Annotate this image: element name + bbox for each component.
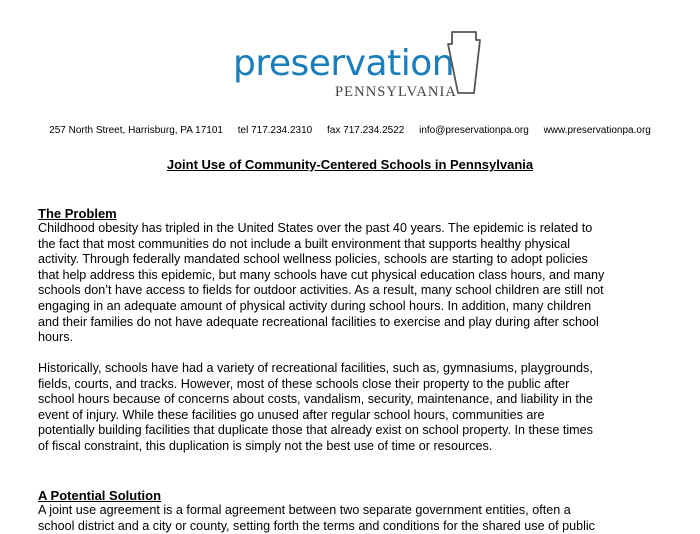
contact-web: www.preservationpa.org (543, 125, 651, 136)
section-heading-problem: The Problem (38, 206, 117, 221)
text-line: event of injury. While these facilities go unused after regular school hours, communities are (38, 407, 545, 422)
text-line: hours. (38, 330, 74, 345)
text-line: school hours because of concerns about costs, vandalism, security, maintenance, and liability in the (38, 392, 593, 407)
text-line: engaging in an adequate amount of physical activity during school hours. In addition, many children (38, 298, 592, 313)
contact-tel: tel 717.234.2310 (237, 125, 313, 136)
letterhead-logo (233, 30, 483, 105)
brand-name: preservation (233, 43, 455, 84)
document-title: Joint Use of Community-Centered Schools in Pennsylvania (166, 157, 534, 172)
text-line: the fact that most communities do not include a built environment that supports healthy physical (38, 236, 571, 251)
text-line: fields, courts, and tracks. However, most of these schools close their property to the public after (38, 376, 570, 391)
text-line: and their families do not have adequate recreational facilities to exercise and play during after school (38, 314, 599, 329)
text-line: potentially building facilities that duplicate those that already exist on school property. In these times (38, 423, 593, 438)
text-line: school district and a city or county, setting forth the terms and conditions for the shared use of public (38, 518, 595, 533)
solution-paragraph-1 (38, 503, 668, 534)
problem-paragraph-1 (38, 221, 668, 346)
brand-state: PENNSYLVANIA (335, 84, 457, 100)
text-line: activity. Through federally mandated school wellness policies, schools are starting to adopt policies (38, 252, 588, 267)
text-line: of fiscal constraint, this duplication is simply not the best use of time or resources. (38, 438, 493, 453)
text-line: Childhood obesity has tripled in the United States over the past 40 years. The epidemic is related to (38, 221, 593, 235)
text-line: that help address this epidemic, but many schools have cut physical education class hours, and many (38, 267, 605, 282)
problem-paragraph-2 (38, 361, 668, 455)
text-line: schools don’t have access to fields for outdoor activities. As a result, many school children are still not (38, 283, 604, 298)
section-heading-solution: A Potential Solution (38, 488, 162, 503)
contact-fax: fax 717.234.2522 (327, 125, 405, 136)
contact-line (0, 125, 700, 137)
keystone-icon (446, 30, 482, 96)
contact-address: 257 North Street, Harrisburg, PA 17101 (49, 125, 223, 136)
contact-email: info@preservationpa.org (419, 125, 529, 136)
text-line: A joint use agreement is a formal agreement between two separate government entities, often a (38, 503, 571, 517)
text-line: Historically, schools have had a variety of recreational facilities, such as, gymnasiums, playgrounds, (38, 361, 593, 375)
